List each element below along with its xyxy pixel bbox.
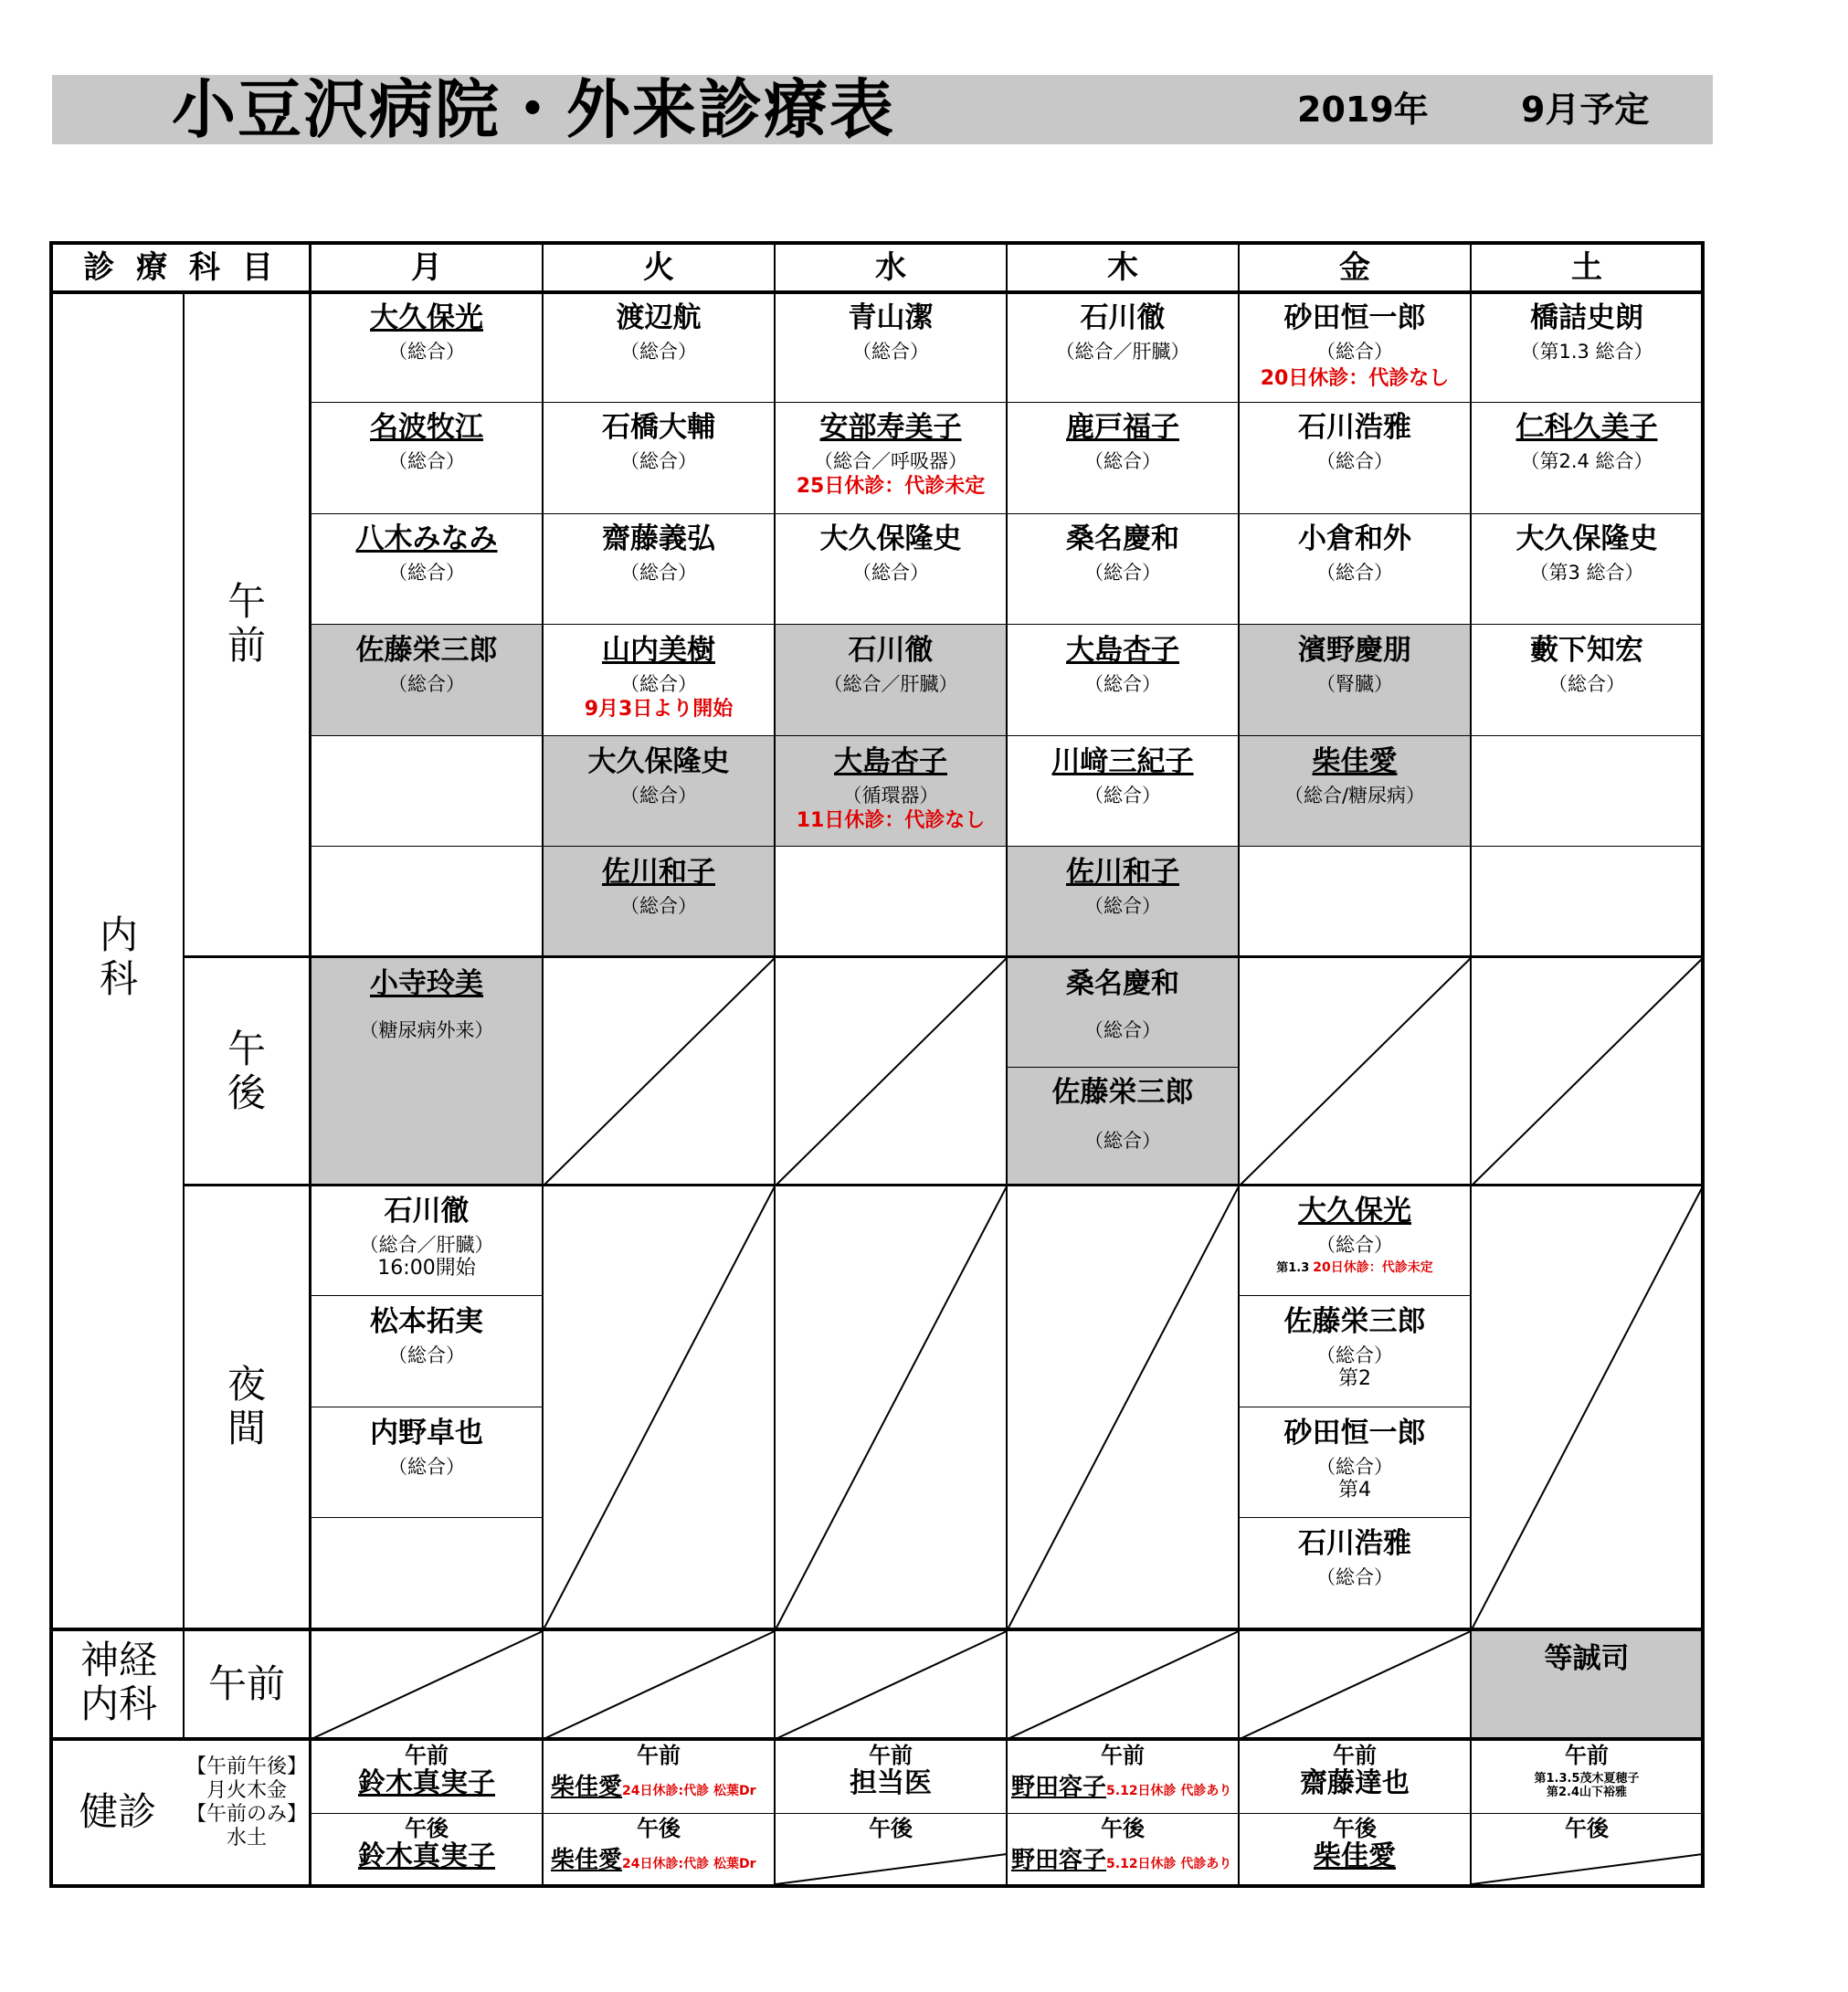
am-sat-3: 大久保隆史 （第3 総合）: [1515, 522, 1658, 584]
kenshin-sat-pm: 午後: [1565, 1816, 1609, 1841]
night-fri-2: 佐藤栄三郎 （総合） 第2: [1283, 1305, 1426, 1390]
am-sat-4: 藪下知宏 （総合）: [1530, 634, 1643, 695]
pm-thu-1: 桑名慶和 （総合）: [1066, 967, 1179, 1041]
header-wed: 水: [875, 249, 906, 286]
am-fri-3: 小倉和外 （総合）: [1298, 522, 1411, 584]
am-wed-5: 大島杏子 （循環器） 11日休診：代診なし: [796, 745, 986, 832]
am-mon-4: 佐藤栄三郎 （総合）: [355, 634, 498, 695]
label-pm: 午後: [227, 1027, 266, 1115]
header-dept: 診 療 科 目: [83, 249, 279, 286]
month-label: 9月予定: [1521, 90, 1650, 130]
kenshin-note: 【午前午後】 月火木金 【午前のみ】 水土: [185, 1755, 307, 1850]
kenshin-thu-am: 午前 野田容子5.12日休診 代診あり: [1011, 1743, 1232, 1801]
am-mon-3: 八木みなみ （総合）: [355, 522, 498, 584]
page-title: 小豆沢病院・外来診療表: [172, 72, 895, 147]
header-tue: 火: [643, 249, 674, 286]
kenshin-sat-am: 午前 第1.3.5茂木夏穂子 第2.4山下裕雅: [1534, 1743, 1640, 1799]
am-fri-2: 石川浩雅 （総合）: [1298, 411, 1411, 472]
am-thu-6: 佐川和子 （総合）: [1066, 856, 1179, 917]
am-tue-5: 大久保隆史 （総合）: [587, 745, 730, 806]
pm-mon: 小寺玲美 （糖尿病外来）: [359, 967, 494, 1041]
am-wed-1: 青山潔 （総合）: [848, 301, 934, 363]
night-fri-3: 砂田恒一郎 （総合） 第4: [1283, 1417, 1426, 1502]
am-thu-2: 鹿戸福子 （総合）: [1066, 411, 1179, 472]
year-label: 2019年: [1297, 90, 1429, 130]
kenshin-tue-pm: 午後 柴佳愛24日休診:代診 松葉Dr: [551, 1816, 756, 1874]
am-tue-2: 石橋大輔 （総合）: [602, 411, 715, 472]
label-naika: 内科: [99, 912, 138, 1001]
am-tue-1: 渡辺航 （総合）: [616, 301, 702, 363]
kenshin-fri-pm: 午後 柴佳愛: [1314, 1816, 1396, 1872]
header-fri: 金: [1339, 249, 1370, 286]
night-fri-1: 大久保光 （総合） 第1.3 20日休診：代診未定: [1276, 1195, 1433, 1275]
label-kenshin: 健診: [79, 1789, 156, 1834]
shinkei-sat: 等誠司: [1544, 1642, 1630, 1675]
label-night: 夜間: [227, 1362, 266, 1450]
kenshin-wed-pm: 午後: [869, 1816, 913, 1841]
header-mon: 月: [411, 249, 442, 286]
am-thu-1: 石川徹 （総合／肝臓）: [1055, 301, 1190, 363]
header-thu: 木: [1107, 249, 1138, 286]
night-mon-1: 石川徹 （総合／肝臓） 16:00開始: [359, 1195, 494, 1280]
kenshin-mon-am: 午前 鈴木真実子: [358, 1743, 495, 1799]
am-thu-5: 川﨑三紀子 （総合）: [1051, 745, 1194, 806]
am-wed-2: 安部寿美子 （総合／呼吸器） 25日休診：代診未定: [796, 411, 986, 498]
label-shinkei-am: 午前: [207, 1661, 285, 1706]
am-mon-2: 名波牧江 （総合）: [370, 411, 483, 472]
kenshin-wed-am: 午前 担当医: [850, 1743, 932, 1799]
am-tue-6: 佐川和子 （総合）: [602, 856, 715, 917]
am-wed-3: 大久保隆史 （総合）: [819, 522, 962, 584]
night-mon-3: 内野卓也 （総合）: [370, 1417, 483, 1478]
night-fri-4: 石川浩雅 （総合）: [1298, 1527, 1411, 1588]
kenshin-tue-am: 午前 柴佳愛24日休診:代診 松葉Dr: [551, 1743, 756, 1801]
am-mon-1: 大久保光 （総合）: [370, 301, 483, 363]
am-fri-5: 柴佳愛 （総合/糖尿病）: [1283, 745, 1426, 806]
header-sat: 土: [1571, 249, 1602, 286]
label-shinkei: 神経内科: [79, 1638, 157, 1726]
am-sat-2: 仁科久美子 （第2.4 総合）: [1515, 411, 1658, 472]
am-tue-4: 山内美樹 （総合） 9月3日より開始: [584, 634, 734, 721]
night-mon-2: 松本拓実 （総合）: [370, 1305, 483, 1366]
am-fri-4: 濱野慶朋 （腎臓）: [1298, 634, 1411, 695]
kenshin-thu-pm: 午後 野田容子5.12日休診 代診あり: [1011, 1816, 1232, 1874]
label-am: 午前: [227, 579, 266, 668]
am-wed-4: 石川徹 （総合／肝臓）: [823, 634, 958, 695]
kenshin-fri-am: 午前 齋藤達也: [1300, 1743, 1410, 1799]
am-sat-1: 橋詰史朗 （第1.3 総合）: [1520, 301, 1653, 363]
am-tue-3: 齋藤義弘 （総合）: [602, 522, 715, 584]
am-thu-3: 桑名慶和 （総合）: [1066, 522, 1179, 584]
am-fri-1: 砂田恒一郎 （総合） 20日休診：代診なし: [1260, 301, 1450, 390]
pm-thu-2: 佐藤栄三郎 （総合）: [1051, 1076, 1194, 1152]
am-thu-4: 大島杏子 （総合）: [1066, 634, 1179, 695]
kenshin-mon-pm: 午後 鈴木真実子: [358, 1816, 495, 1872]
